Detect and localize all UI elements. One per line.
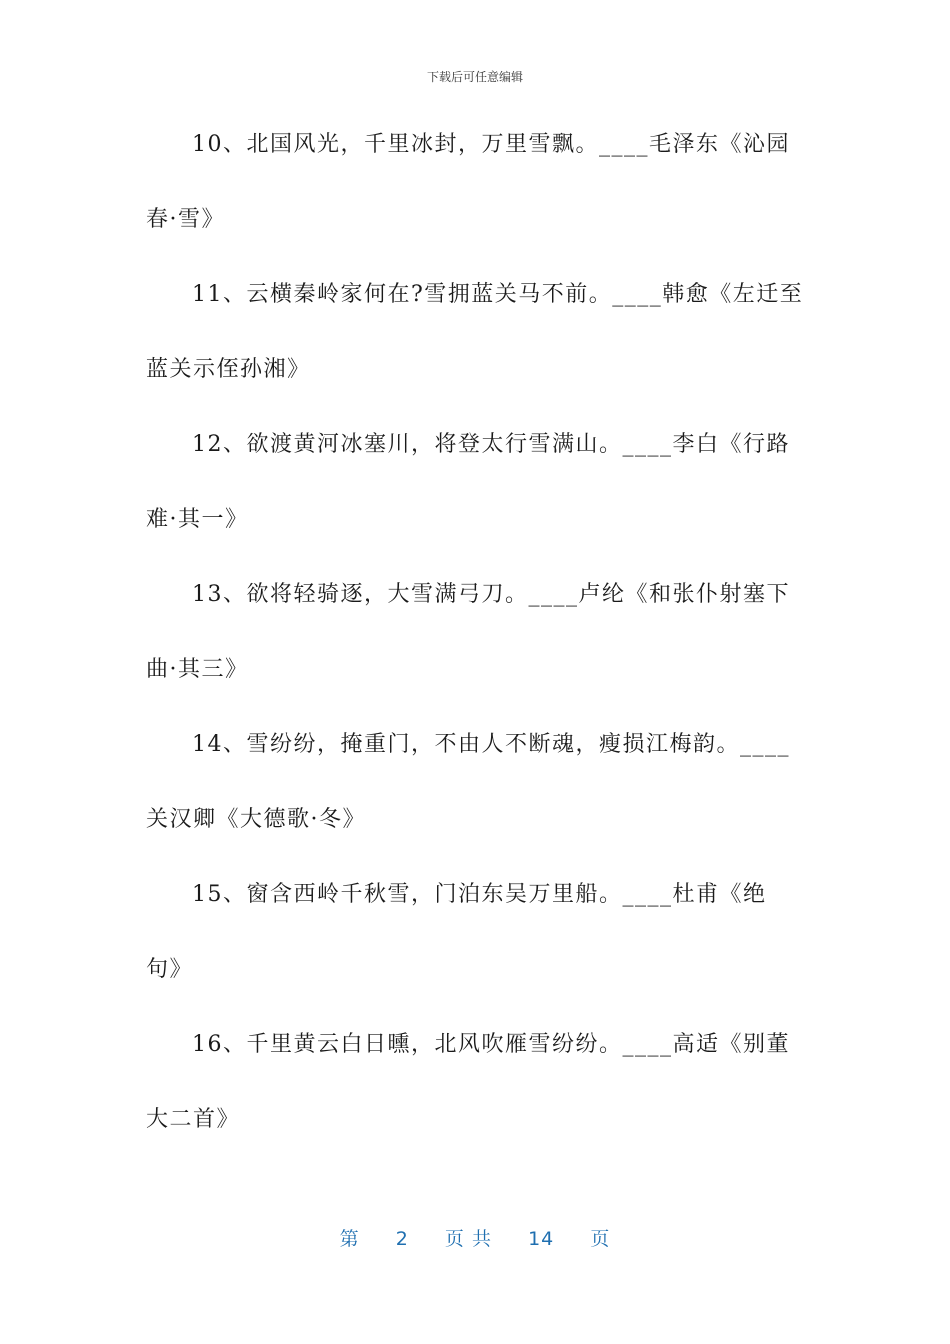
page-number-footer <box>0 1224 950 1251</box>
header-note: 下载后可任意编辑 <box>426 70 523 84</box>
poem-line-11: 11、云横秦岭家何在?雪拥蓝关马不前。____韩愈《左迁至 <box>192 282 804 307</box>
footer-middle: 页 共 <box>444 1228 492 1250</box>
poem-line-16-cont: 大二首》 <box>146 1107 241 1132</box>
footer-total-pages: 14 <box>528 1228 555 1250</box>
poem-line-15: 15、窗含西岭千秋雪，门泊东吴万里船。____杜甫《绝 <box>192 882 767 907</box>
poem-line-13-cont: 曲·其三》 <box>146 657 249 682</box>
poem-line-14-cont: 关汉卿《大德歌·冬》 <box>146 807 366 832</box>
footer-prefix: 第 <box>339 1228 360 1250</box>
poem-line-12-cont: 难·其一》 <box>146 507 249 532</box>
poem-line-15-cont: 句》 <box>146 957 194 982</box>
footer-suffix: 页 <box>590 1228 611 1250</box>
footer-current-page: 2 <box>395 1228 409 1250</box>
poem-line-10: 10、北国风光，千里冰封，万里雪飘。____毛泽东《沁园 <box>192 132 790 157</box>
poem-line-12: 12、欲渡黄河冰塞川，将登太行雪满山。____李白《行路 <box>192 432 790 457</box>
poem-line-13: 13、欲将轻骑逐，大雪满弓刀。____卢纶《和张仆射塞下 <box>192 582 790 607</box>
poem-line-10-cont: 春·雪》 <box>146 207 225 232</box>
poem-line-11-cont: 蓝关示侄孙湘》 <box>146 357 311 382</box>
document-body <box>146 126 806 1176</box>
poem-line-14: 14、雪纷纷，掩重门，不由人不断魂，瘦损江梅韵。____ <box>192 732 790 757</box>
poem-line-16: 16、千里黄云白日曛，北风吹雁雪纷纷。____高适《别董 <box>192 1032 790 1057</box>
